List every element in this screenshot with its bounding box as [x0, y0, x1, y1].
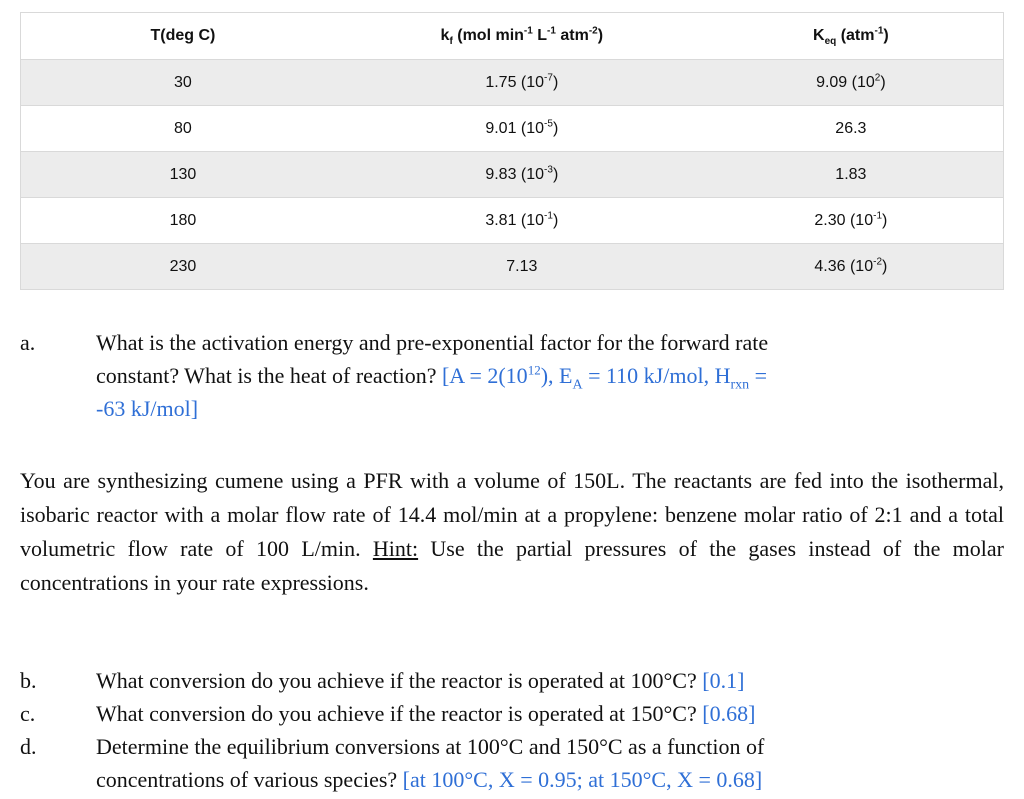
cell-kf: 9.01 $(10^{-5})$: [345, 106, 699, 152]
cell-temperature: 230: [21, 244, 345, 290]
table-header-row: [21, 13, 1004, 60]
cell-kf: 7.13: [345, 244, 699, 290]
cell-temperature: 180: [21, 198, 345, 244]
question-d: [20, 730, 1004, 796]
question-line: What is the activation energy and pre-exponential factor for the forward rate: [96, 330, 769, 355]
answer-text: [0.68]: [702, 701, 756, 726]
question-text: What conversion do you achieve if the reactor is operated at 100°C? [0.1]: [96, 668, 745, 693]
header-temperature: T(deg C): [21, 13, 345, 60]
cell-keq: 26.3: [699, 106, 1004, 152]
cell-keq: 4.36 $(10^{-2})$: [699, 244, 1004, 290]
question-text: [96, 326, 1004, 425]
question-letter: b.: [20, 668, 37, 693]
table-row: [21, 60, 1004, 106]
data-table-container: [20, 12, 1004, 290]
table-row: [21, 198, 1004, 244]
question-c: [20, 697, 1004, 730]
question-a: [20, 326, 1004, 425]
question-letter: d.: [20, 734, 37, 759]
problem-paragraph: You are synthesizing cumene using a PFR with a volume of 150L. The reactants are fed into the isothermal, isobaric reactor with a molar flow rate of 14.4 mol/min at a propylene: benzene molar ratio of 2:1 and a total volumetric flow rate of 100 L/min. Hint: Use the partial pressures of the gases instead of the molar concentrations in your rate expressions.: [20, 468, 1005, 595]
cell-keq: 2.30 $(10^{-1})$: [699, 198, 1004, 244]
header-keq: $K_{eq}$ (atm$^{-1}$): [699, 13, 1004, 60]
answer-text: -63 kJ/mol]: [96, 396, 199, 421]
question-text: What conversion do you achieve if the reactor is operated at 150°C? [0.68]: [96, 701, 756, 726]
cell-temperature: 130: [21, 152, 345, 198]
question-letter: c.: [20, 701, 36, 726]
question-letter: a.: [20, 330, 36, 355]
header-kf: $k_f$ (mol $\min^{-1} L^{-1}$ atm$^{-2}$): [345, 13, 699, 60]
answer-text: [$A = 2(10^{12})$, $E_A = 110$ kJ/mol, $H_{rxn}$ =: [441, 362, 768, 393]
table-row: [21, 106, 1004, 152]
question-b: [20, 664, 1004, 697]
answer-text: [0.1]: [702, 668, 745, 693]
hint-label: Hint:: [372, 536, 419, 561]
rate-constant-table: [20, 12, 1004, 290]
cell-keq: 9.09 $(10^2)$: [699, 60, 1004, 106]
cell-keq: 1.83: [699, 152, 1004, 198]
question-line: constant? What is the heat of reaction? [$A = 2(10^{12})$, $E_A = 110$ kJ/mol, $H_{rxn}$ =: [96, 362, 768, 393]
table-row: [21, 244, 1004, 290]
cell-kf: 9.83 $(10^{-3})$: [345, 152, 699, 198]
cell-kf: 1.75 $(10^{-7})$: [345, 60, 699, 106]
cell-kf: 3.81 $(10^{-1})$: [345, 198, 699, 244]
question-text: Determine the equilibrium conversions at 100°C and 150°C as a function of concentrations of various species? [at 100°C, X = 0.95; at 150°C, X = 0.68]: [96, 734, 765, 792]
cell-temperature: 80: [21, 106, 345, 152]
answer-text: [at 100°C, X = 0.95; at 150°C, X = 0.68]: [402, 767, 763, 792]
cell-temperature: 30: [21, 60, 345, 106]
table-row: [21, 152, 1004, 198]
